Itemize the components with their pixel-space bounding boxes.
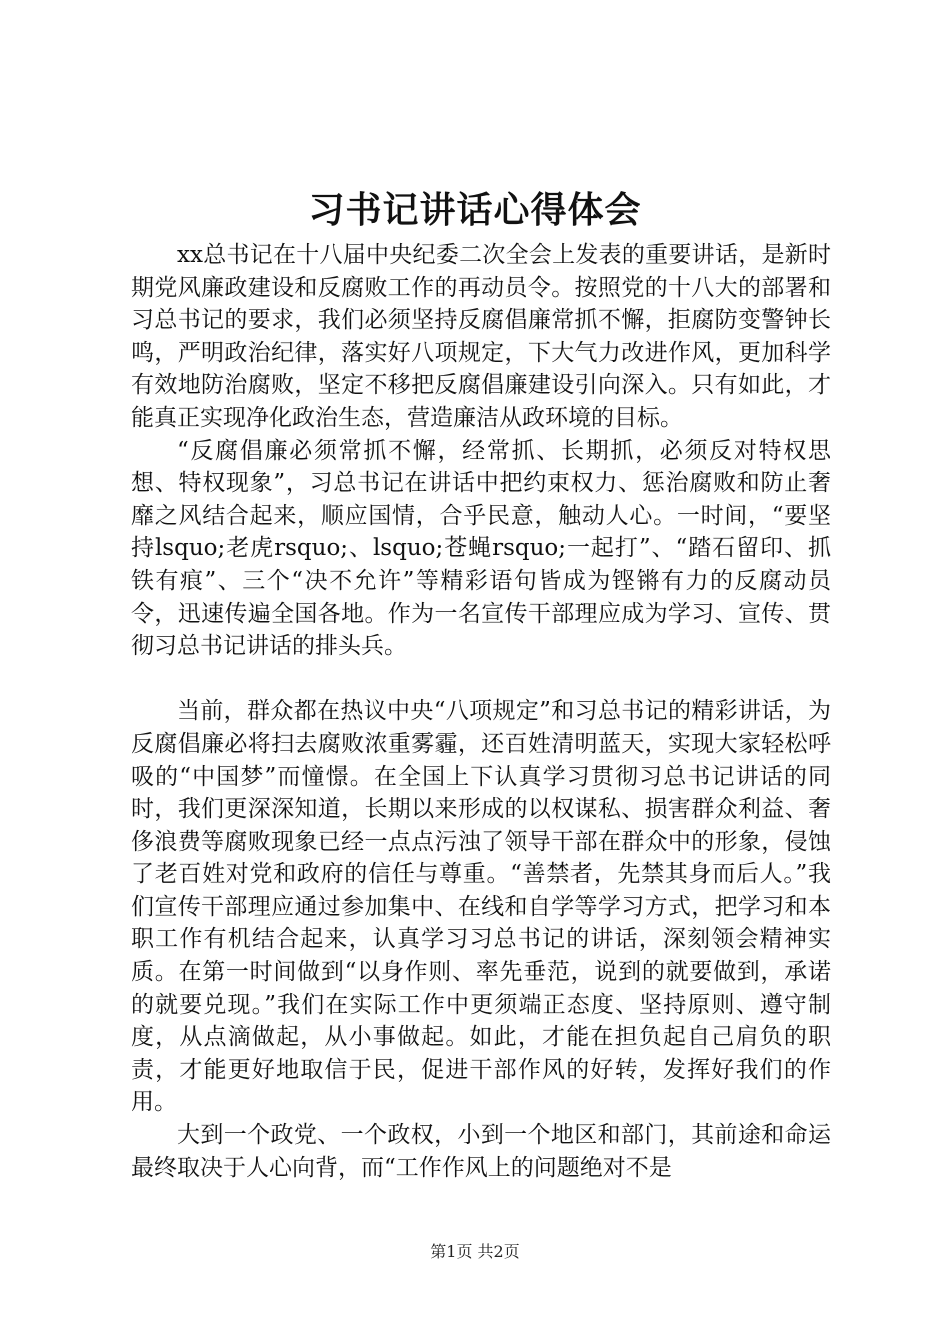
paragraph: 当前，群众都在热议中央“八项规定”和习总书记的精彩讲话，为反腐倡廉必将扫去腐败浓重雾霾，还百姓清明蓝天，实现大家轻松呼吸的“中国梦”而憧憬。在全国上下认真学习贯彻习总书记讲话的同时，我们更深深知道，长期以来形成的以权谋私、损害群众利益、奢侈浪费等腐败现象已经一点点污浊了领导干部在群众中的形象，侵蚀了老百姓对党和政府的信任与尊重。“善禁者，先禁其身而后人。”我们宣传干部理应通过参加集中、在线和自学等学习方式，把学习和本职工作有机结合起来，认真学习习总书记的讲话，深刻领会精神实质。在第一时间做到“以身作则、率先垂范，说到的就要做到，承诺的就要兑现。”我们在实际工作中更须端正态度、坚持原则、遵守制度，从点滴做起，从小事做起。如此，才能在担负起自己肩负的职责，才能更好地取信于民，促进干部作风的好转，发挥好我们的作用。 <box>131 698 831 1116</box>
document-title: 习书记讲话心得体会 <box>308 189 642 231</box>
paragraph: xx总书记在十八届中央纪委二次全会上发表的重要讲话，是新时期党风廉政建设和反腐败工作的再动员令。按照党的十八大的部署和习总书记的要求，我们必须坚持反腐倡廉常抓不懈，拒腐防变警钟长鸣，严明政治纪律，落实好八项规定，下大气力改进作风，更加科学有效地防治腐败，坚定不移把反腐倡廉建设引向深入。只有如此，才能真正实现净化政治生态，营造廉洁从政环境的目标。 <box>131 242 831 431</box>
paragraph: “反腐倡廉必须常抓不懈，经常抓、长期抓，必须反对特权思想、特权现象”，习总书记在讲话中把约束权力、惩治腐败和防止奢靡之风结合起来，顺应国情，合乎民意，触动人心。一时间，“要坚持lsquo;老虎rsquo;、lsquo;苍蝇rsquo;一起打”、“踏石留印、抓铁有痕”、三个“决不允许”等精彩语句皆成为铿锵有力的反腐动员令，迅速传遍全国各地。作为一名宣传干部理应成为学习、宣传、贯彻习总书记讲话的排头兵。 <box>131 437 831 660</box>
paragraph: 大到一个政党、一个政权，小到一个地区和部门，其前途和命运最终取决于人心向背，而“工作作风上的问题绝对不是 <box>131 1122 831 1181</box>
page-footer: 第1页 共2页 <box>430 1242 520 1261</box>
document-body <box>131 239 831 1184</box>
paragraph-spacer <box>131 663 831 696</box>
